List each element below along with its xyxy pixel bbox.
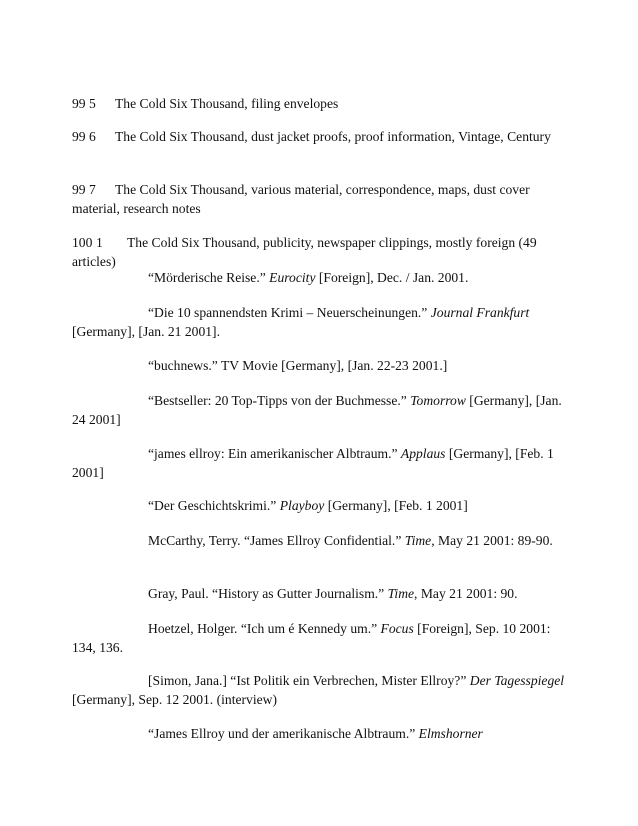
clipping-citation: Hoetzel, Holger. “Ich um é Kennedy um.” Focus [Foreign], Sep. 10 2001: 134, 136. — [72, 621, 551, 655]
clipping-citation: “buchnews.” TV Movie [Germany], [Jan. 22-23 2001.] — [148, 358, 448, 373]
publication-title: Playboy — [279, 498, 325, 513]
clipping-citation: “Bestseller: 20 Top-Tipps von der Buchmesse.” Tomorrow [Germany], [Jan. 24 2001] — [72, 393, 562, 427]
clipping-citation: “Die 10 spannendsten Krimi – Neuerscheinungen.” Journal Frankfurt [Germany], [Jan. 21 2001]. — [72, 305, 530, 339]
series-entry — [72, 233, 572, 271]
publication-title: Focus — [380, 621, 414, 636]
box-number: 99 — [72, 96, 86, 111]
publication-title: Applaus — [400, 446, 446, 461]
entry-description: The Cold Six Thousand, various material, correspondence, maps, dust cover material, research notes — [72, 182, 530, 216]
clipping-citation: “james ellroy: Ein amerikanischer Albtraum.” Applaus [Germany], [Feb. 1 2001] — [72, 446, 554, 480]
box-number: 99 — [72, 129, 86, 144]
clipping-citation: McCarthy, Terry. “James Ellroy Confidential.” Time, May 21 2001: 89-90. — [148, 533, 553, 548]
entry-description: The Cold Six Thousand, publicity, newspaper clippings, mostly foreign (49 articles) — [72, 235, 537, 269]
folder-number: 5 — [89, 96, 96, 111]
folder-number: 6 — [89, 129, 96, 144]
clipping-citation: [Simon, Jana.] “Ist Politik ein Verbrechen, Mister Ellroy?” Der Tagesspiegel [Germany], Sep. 12 2001. (interview) — [72, 673, 565, 707]
box-number: 100 — [72, 235, 93, 250]
clipping-citation: Gray, Paul. “History as Gutter Journalism.” Time, May 21 2001: 90. — [148, 586, 518, 601]
box-number: 99 — [72, 182, 86, 197]
clipping-citation: “Mörderische Reise.” Eurocity [Foreign], Dec. / Jan. 2001. — [148, 270, 469, 285]
publication-title: Time — [387, 586, 415, 601]
publication-title: Der Tagesspiegel — [469, 673, 565, 688]
clipping-citation: “James Ellroy und der amerikanische Albtraum.” Elmshorner — [148, 726, 483, 741]
publication-title: Elmshorner — [418, 726, 483, 741]
folder-number: 7 — [89, 182, 96, 197]
entry-description: The Cold Six Thousand, dust jacket proofs, proof information, Vintage, Century — [115, 129, 551, 144]
publication-title: Time — [404, 533, 432, 548]
series-entry — [72, 94, 572, 113]
folder-number: 1 — [96, 235, 103, 250]
clipping-citation: “Der Geschichtskrimi.” Playboy [Germany], [Feb. 1 2001] — [148, 498, 468, 513]
series-entry — [72, 180, 572, 218]
series-entry — [72, 127, 572, 146]
publication-title: Eurocity — [269, 270, 316, 285]
publication-title: Tomorrow — [410, 393, 466, 408]
publication-title: Journal Frankfurt — [430, 305, 530, 320]
entry-description: The Cold Six Thousand, filing envelopes — [115, 96, 339, 111]
